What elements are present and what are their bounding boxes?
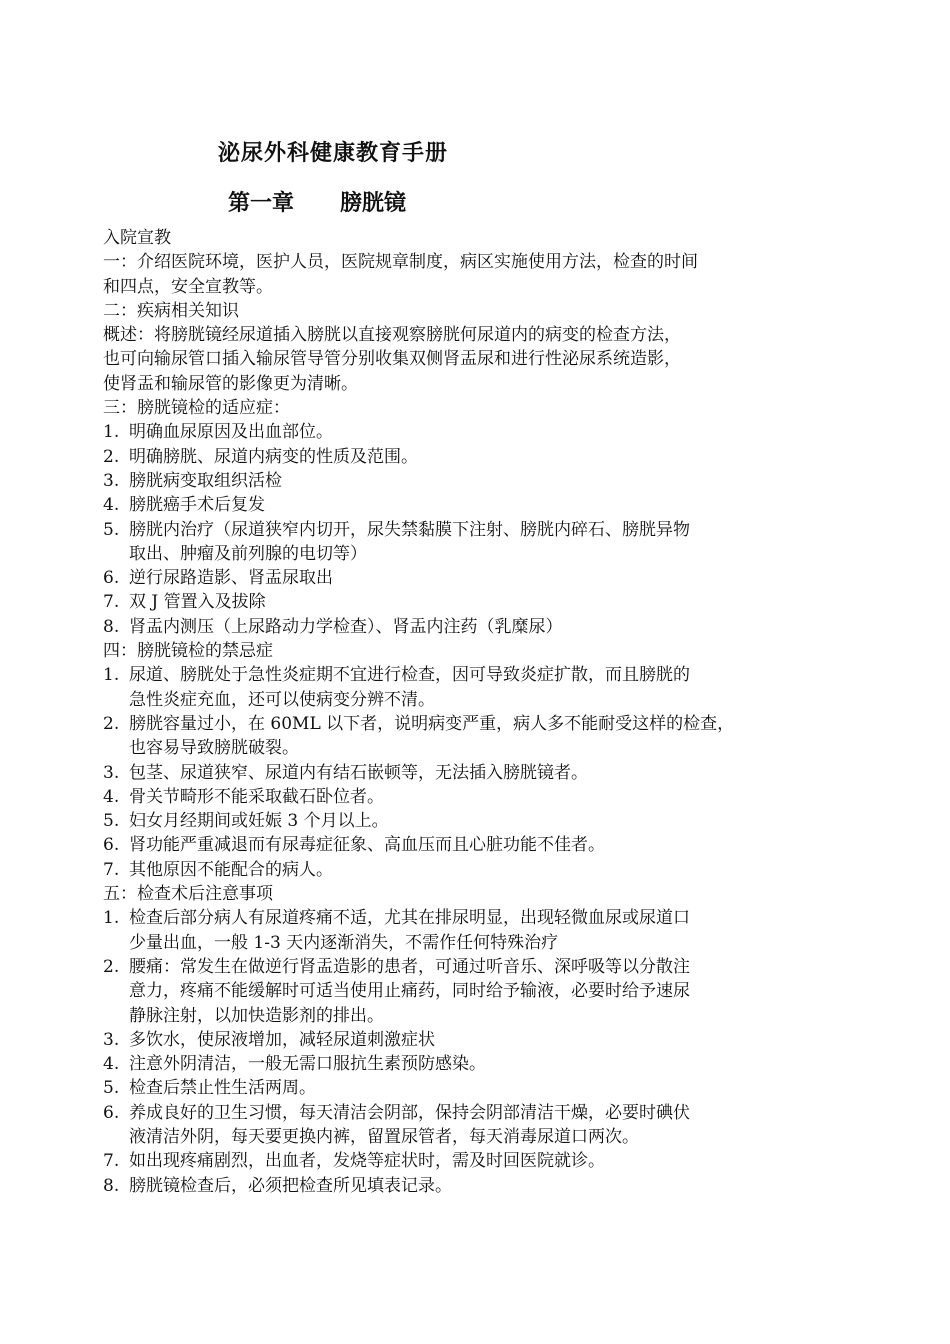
list-item-line: 养成良好的卫生习惯，每天清洁会阴部，保持会阴部清洁干燥，必要时碘伏 — [129, 1102, 690, 1123]
list-item-text — [129, 1174, 863, 1198]
list-item-text — [129, 833, 863, 857]
list-item — [103, 518, 863, 567]
list-item-text — [129, 955, 863, 1028]
list-item-line: 包茎、尿道狭窄、尿道内有结石嵌顿等，无法插入膀胱镜者。 — [129, 762, 588, 783]
list-item-text — [129, 809, 863, 833]
indications-list — [103, 420, 863, 639]
list-item — [103, 955, 863, 1028]
list-item-text — [129, 858, 863, 882]
list-item-text — [129, 1076, 863, 1100]
list-item — [103, 1174, 863, 1198]
list-item-text — [129, 518, 863, 567]
list-item — [103, 906, 863, 955]
list-item-text — [129, 469, 863, 493]
list-item-line: 如出现疼痛剧烈，出血者，发烧等症状时，需及时回医院就诊。 — [129, 1151, 605, 1172]
list-item-line: 尿道、膀胱处于急性炎症期不宜进行检查，因可导致炎症扩散，而且膀胱的 — [129, 665, 690, 686]
list-item-text — [129, 712, 863, 761]
section-4-heading: 四：膀胱镜检的禁忌症 — [103, 641, 273, 662]
list-item-number: 6. — [103, 1102, 120, 1123]
list-item-number: 8. — [103, 1175, 120, 1196]
list-item-text — [129, 785, 863, 809]
list-item-number: 7. — [103, 859, 120, 880]
list-item-line: 明确血尿原因及出血部位。 — [129, 422, 333, 443]
list-item-line: 少量出血，一般 1-3 天内逐渐消失，不需作任何特殊治疗 — [129, 932, 559, 953]
list-item-number: 1. — [103, 422, 120, 443]
section-1-line-1: 一：介绍医院环境，医护人员，医院规章制度，病区实施使用方法，检查的时间 — [103, 252, 698, 273]
list-item-number: 1. — [103, 665, 120, 686]
admission-heading: 入院宣教 — [103, 228, 171, 248]
list-item — [103, 566, 863, 590]
list-item-line: 其他原因不能配合的病人。 — [129, 859, 333, 880]
list-item-line: 检查后禁止性生活两周。 — [129, 1078, 316, 1099]
list-item-line: 意力，疼痛不能缓解时可适当使用止痛药，同时给予输液，必要时给予速尿 — [129, 981, 690, 1002]
list-item-line: 多饮水，使尿液增加，减轻尿道刺激症状 — [129, 1029, 435, 1050]
list-item — [103, 493, 863, 517]
list-item-text — [129, 1101, 863, 1150]
list-item — [103, 809, 863, 833]
list-item-number: 7. — [103, 1151, 120, 1172]
list-item-number: 3. — [103, 470, 120, 491]
list-item-number: 7. — [103, 592, 120, 613]
list-item-number: 4. — [103, 786, 120, 807]
list-item-number: 5. — [103, 811, 120, 832]
list-item-line: 腰痛：常发生在做逆行肾盂造影的患者，可通过听音乐、深呼吸等以分散注 — [129, 956, 690, 977]
list-item-number: 1. — [103, 908, 120, 929]
list-item — [103, 712, 863, 761]
list-item — [103, 420, 863, 444]
overview-line-1: 概述：将膀胱镜经尿道插入膀胱以直接观察膀胱何尿道内的病变的检查方法， — [103, 325, 681, 346]
list-item-line: 取出、肿瘤及前列腺的电切等） — [129, 543, 367, 564]
list-item-text — [129, 1149, 863, 1173]
list-item — [103, 445, 863, 469]
list-item — [103, 469, 863, 493]
list-item-line: 双 J 管置入及拔除 — [129, 592, 266, 613]
list-item-line: 肾功能严重减退而有尿毒症征象、高血压而且心脏功能不佳者。 — [129, 835, 605, 856]
list-item-number: 6. — [103, 568, 120, 589]
list-item-number: 3. — [103, 1029, 120, 1050]
list-item-line: 检查后部分病人有尿道疼痛不适，尤其在排尿明显，出现轻微血尿或尿道口 — [129, 908, 690, 929]
contraindications-list — [103, 663, 863, 882]
list-item-line: 逆行尿路造影、肾盂尿取出 — [129, 568, 333, 589]
list-item-text — [129, 906, 863, 955]
overview-line-2: 也可向输尿管口插入输尿管导管分别收集双侧肾盂尿和进行性泌尿系统造影， — [103, 349, 681, 370]
list-item-text — [129, 1052, 863, 1076]
list-item-line: 也容易导致膀胱破裂。 — [129, 738, 299, 759]
list-item — [103, 663, 863, 712]
list-item-line: 骨关节畸形不能采取截石卧位者。 — [129, 786, 384, 807]
list-item-number: 5. — [103, 1078, 120, 1099]
list-item-text — [129, 445, 863, 469]
list-item-text — [129, 493, 863, 517]
list-item-number: 5. — [103, 519, 120, 540]
list-item — [103, 1052, 863, 1076]
list-item-text — [129, 1028, 863, 1052]
section-1-line-2: 和四点，安全宣教等。 — [103, 276, 273, 297]
list-item-line: 膀胱病变取组织活检 — [129, 470, 282, 491]
list-item — [103, 1076, 863, 1100]
section-2-heading: 二：疾病相关知识 — [103, 300, 239, 321]
list-item-line: 膀胱癌手术后复发 — [129, 495, 265, 516]
list-item-text — [129, 663, 863, 712]
list-item-line: 膀胱容量过小，在 60ML 以下者，说明病变严重，病人多不能耐受这样的检查， — [129, 713, 735, 734]
list-item-number: 4. — [103, 1054, 120, 1075]
list-item — [103, 615, 863, 639]
list-item-number: 3. — [103, 762, 120, 783]
list-item-text — [129, 615, 863, 639]
list-item — [103, 785, 863, 809]
list-item-line: 膀胱内治疗（尿道狭窄内切开，尿失禁黏膜下注射、膀胱内碎石、膀胱异物 — [129, 519, 690, 540]
section-3-heading: 三：膀胱镜检的适应症： — [103, 398, 290, 419]
list-item-line: 急性炎症充血，还可以使病变分辨不清。 — [129, 689, 435, 710]
list-item — [103, 590, 863, 614]
list-item-number: 8. — [103, 616, 120, 637]
list-item-line: 静脉注射，以加快造影剂的排出。 — [129, 1005, 384, 1026]
chapter-label: 第一章 — [228, 191, 295, 216]
list-item — [103, 833, 863, 857]
section-5-heading: 五：检查术后注意事项 — [103, 884, 273, 905]
list-item-line: 妇女月经期间或妊娠 3 个月以上。 — [129, 811, 389, 832]
list-item-number: 2. — [103, 713, 120, 734]
list-item-text — [129, 761, 863, 785]
list-item — [103, 858, 863, 882]
chapter-name: 膀胱镜 — [340, 191, 407, 216]
list-item-line: 膀胱镜检查后，必须把检查所见填表记录。 — [129, 1175, 452, 1196]
overview-line-3: 使肾盂和输尿管的影像更为清晰。 — [103, 373, 358, 394]
list-item-text — [129, 420, 863, 444]
list-item-text — [129, 566, 863, 590]
list-item-number: 2. — [103, 446, 120, 467]
list-item-number: 6. — [103, 835, 120, 856]
list-item — [103, 1149, 863, 1173]
list-item-line: 肾盂内测压（上尿路动力学检查）、肾盂内注药（乳糜尿） — [129, 616, 563, 637]
list-item-text — [129, 590, 863, 614]
document-body — [103, 226, 863, 1198]
list-item-line: 明确膀胱、尿道内病变的性质及范围。 — [129, 446, 418, 467]
list-item-number: 4. — [103, 495, 120, 516]
aftercare-list — [103, 906, 863, 1198]
list-item — [103, 761, 863, 785]
document-title: 泌尿外科健康教育手册 — [218, 141, 449, 166]
list-item-line: 液清洁外阴，每天要更换内裤，留置尿管者，每天消毒尿道口两次。 — [129, 1126, 639, 1147]
list-item — [103, 1028, 863, 1052]
list-item-line: 注意外阴清洁，一般无需口服抗生素预防感染。 — [129, 1054, 486, 1075]
list-item — [103, 1101, 863, 1150]
list-item-number: 2. — [103, 956, 120, 977]
